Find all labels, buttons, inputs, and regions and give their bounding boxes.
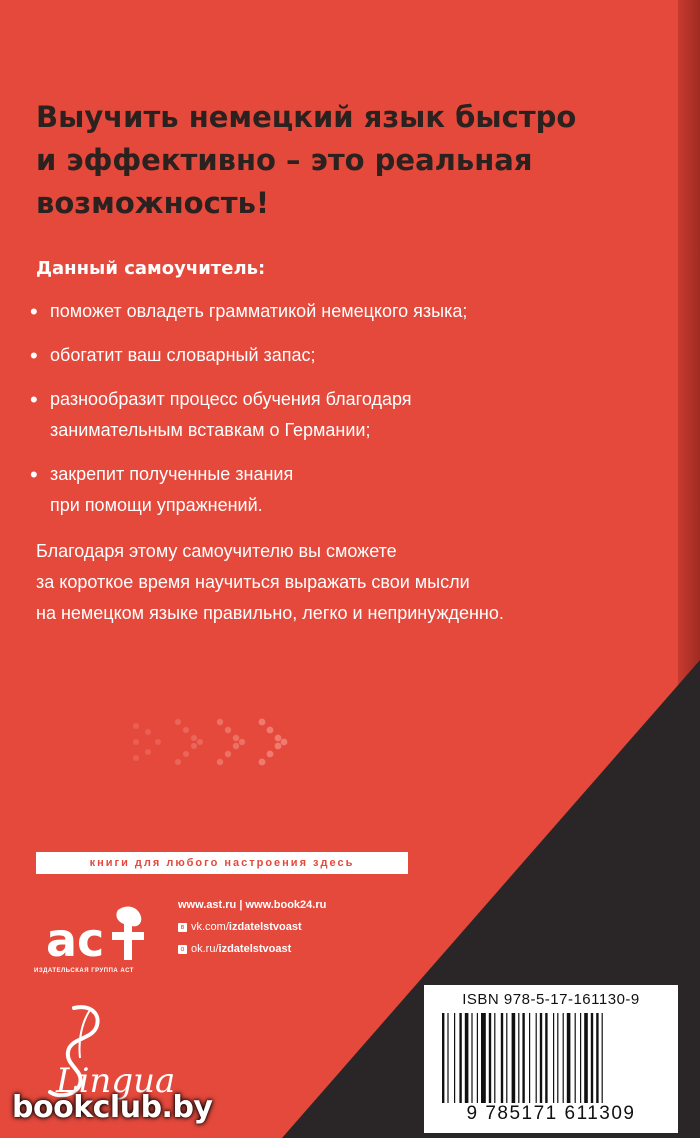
watermark: bookclub.by bbox=[12, 1090, 213, 1125]
bullet-text-line-2: занимательным вставкам о Германии; bbox=[50, 420, 371, 440]
paragraph-line-1: Благодаря этому самоучителю вы сможете bbox=[36, 541, 397, 561]
headline-line-1: Выучить немецкий язык быстро bbox=[36, 100, 577, 134]
vk-link[interactable] bbox=[178, 916, 326, 938]
barcode-bar bbox=[481, 1013, 486, 1103]
bullet-text-line-1: обогатит ваш словарный запас; bbox=[50, 345, 316, 365]
bullet-text-line-1: поможет овладеть грамматикой немецкого языка; bbox=[50, 301, 468, 321]
barcode-bar bbox=[553, 1013, 554, 1103]
barcode-bar bbox=[557, 1013, 558, 1103]
barcode-bar bbox=[454, 1013, 455, 1103]
barcode-bar bbox=[494, 1013, 495, 1103]
paragraph-line-2: за короткое время научиться выражать свои мысли bbox=[36, 572, 470, 592]
closing-paragraph bbox=[36, 536, 504, 629]
vk-prefix: vk.com/ bbox=[191, 921, 229, 933]
ast-logo-text: ac bbox=[46, 913, 105, 967]
list-item bbox=[30, 296, 670, 327]
barcode-bar bbox=[506, 1013, 507, 1103]
barcode-bar bbox=[477, 1013, 478, 1103]
isbn-label: ISBN 978-5-17-161130-9 bbox=[462, 991, 640, 1008]
bullet-list bbox=[30, 296, 670, 534]
vk-handle: izdatelstvoast bbox=[228, 921, 302, 933]
barcode-bar bbox=[501, 1013, 503, 1103]
barcode-bar bbox=[522, 1013, 524, 1103]
ok-prefix: ok.ru/ bbox=[191, 943, 219, 955]
barcode-bar bbox=[518, 1013, 519, 1103]
ok-icon: о bbox=[178, 945, 187, 954]
vk-icon: в bbox=[178, 923, 187, 932]
ok-handle: izdatelstvoast bbox=[218, 943, 292, 955]
barcode-bar bbox=[459, 1013, 461, 1103]
barcode-bar bbox=[584, 1013, 588, 1103]
publisher-links bbox=[178, 894, 326, 960]
barcode-bar bbox=[536, 1013, 537, 1103]
barcode-bar bbox=[563, 1013, 564, 1103]
barcode-bar bbox=[545, 1013, 547, 1103]
list-item bbox=[30, 459, 670, 521]
list-item bbox=[30, 384, 670, 446]
barcode-bar bbox=[529, 1013, 530, 1103]
site-links[interactable]: www.ast.ru | www.book24.ru bbox=[178, 899, 327, 911]
headline bbox=[36, 96, 656, 225]
barcode-digits: 9 785171 611309 bbox=[466, 1103, 636, 1124]
publisher-subtitle: ИЗДАТЕЛЬСКАЯ ГРУППА АСТ bbox=[34, 968, 134, 974]
bullet-dot-icon: • bbox=[30, 387, 38, 412]
barcode-bar bbox=[540, 1013, 542, 1103]
bullet-text-line-2: при помощи упражнений. bbox=[50, 495, 263, 515]
barcode-bar bbox=[591, 1013, 593, 1103]
barcode-bar bbox=[602, 1013, 603, 1103]
list-item bbox=[30, 340, 670, 371]
barcode-panel bbox=[424, 985, 678, 1133]
barcode-bar bbox=[465, 1013, 469, 1103]
barcode-bar bbox=[580, 1013, 581, 1103]
barcode-bar bbox=[575, 1013, 576, 1103]
barcode bbox=[440, 1013, 662, 1107]
bullet-dot-icon: • bbox=[30, 462, 38, 487]
barcode-bar bbox=[567, 1013, 571, 1103]
imprint-name: Lingua bbox=[56, 1061, 176, 1101]
barcode-bar bbox=[471, 1013, 472, 1103]
barcode-bar bbox=[489, 1013, 491, 1103]
ast-logo bbox=[40, 898, 180, 978]
arrow-chevron-icon bbox=[128, 712, 308, 772]
headline-line-2: и эффективно – это реальная bbox=[36, 143, 533, 177]
barcode-bar bbox=[596, 1013, 598, 1103]
paragraph-line-3: на немецком языке правильно, легко и непринужденно. bbox=[36, 603, 504, 623]
headline-line-3: возможность! bbox=[36, 186, 270, 220]
bullet-dot-icon: • bbox=[30, 343, 38, 368]
intro-heading: Данный самоучитель: bbox=[36, 258, 266, 279]
tagline-banner: книги для любого настроения здесь bbox=[36, 852, 408, 874]
bullet-text-line-1: закрепит полученные знания bbox=[50, 464, 294, 484]
barcode-bar bbox=[447, 1013, 448, 1103]
bullet-dot-icon: • bbox=[30, 299, 38, 324]
barcode-bar bbox=[512, 1013, 516, 1103]
barcode-bar bbox=[442, 1013, 444, 1103]
ok-link[interactable] bbox=[178, 938, 326, 960]
bullet-text-line-1: разнообразит процесс обучения благодаря bbox=[50, 389, 412, 409]
